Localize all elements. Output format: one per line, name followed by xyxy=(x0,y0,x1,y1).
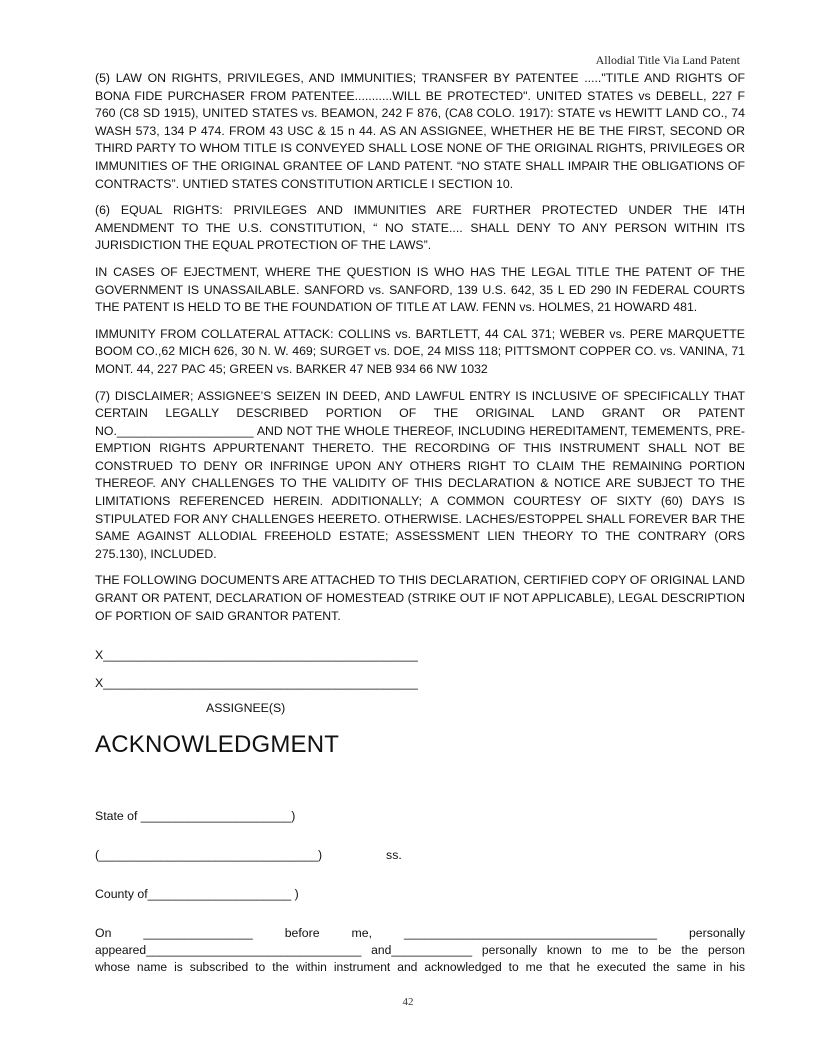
paragraph-5-rights-privileges: (5) LAW ON RIGHTS, PRIVILEGES, AND IMMUNITIES; TRANSFER BY PATENTEE ....."TITLE AND RIGHTS OF BONA FIDE PURCHASER FROM PATENTEE...........WILL BE PROTECTED". UNITED STATES vs DEBELL, 227 F 760 (C8 SD 1915), UNITED STATES vs. BEAMON, 242 F 876, (CA8 COLO. 1917): STATE vs HEWITT LAND CO., 74 WASH 573, 134 P 474. FROM 43 USC & 15 n 44. AS AN ASSIGNEE, WHETHER HE BE THE FIRST, SECOND OR THIRD PARTY TO WHOM TITLE IS CONVEYED SHALL LOSE NONE OF THE ORIGINAL RIGHTS, PRIVILEGES OR IMMUNITIES OF THE ORIGINAL GRANTEE OF LAND PATENT. “NO STATE SHALL IMPAIR THE OBLIGATIONS OF CONTRACTS”. UNTIED STATES CONSTITUTION ARTICLE I SECTION 10. xyxy=(95,71,745,191)
on-date-before-me-line[interactable]: On ________________ before me, _____________________________________ personally xyxy=(95,926,745,940)
running-header: Allodial Title Via Land Patent xyxy=(595,53,740,67)
whose-name-line: whose name is subscribed to the within instrument and acknowledged to me that he executed the same in his xyxy=(95,960,745,974)
assignee-label: ASSIGNEE(S) xyxy=(206,701,286,716)
paragraph-6-equal-rights: (6) EQUAL RIGHTS: PRIVILEGES AND IMMUNITIES ARE FURTHER PROTECTED UNDER THE I4TH AMENDMENT TO THE U.S. CONSTITUTION, “ NO STATE.... SHALL DENY TO ANY PERSON WITHIN ITS JURISDICTION THE EQUAL PROTECTION OF THE LAWS”. xyxy=(95,203,745,253)
paragraph-collateral-attack: IMMUNITY FROM COLLATERAL ATTACK: COLLINS vs. BARTLETT, 44 CAL 371; WEBER vs. PERE MARQUETTE BOOM CO.,62 MICH 626, 30 N. W. 469; SURGET vs. DOE, 24 MISS 118; PITTSMONT COPPER CO. vs. VANINA, 71 MONT. 44, 227 PAC 45; GREEN vs. BARKER 47 NEB 934 66 NW 1032 xyxy=(95,326,745,376)
county-of-field[interactable]: County of_____________________ ) xyxy=(95,887,299,901)
jurisdiction-field[interactable]: (________________________________) xyxy=(95,848,323,862)
jurisdiction-row xyxy=(95,847,745,864)
signature-line-2[interactable]: X______________________________________________ xyxy=(95,675,418,690)
acknowledgment-title: ACKNOWLEDGMENT xyxy=(95,731,340,758)
ss-label: ss. xyxy=(386,848,402,862)
page-number: 42 xyxy=(402,996,414,1008)
appeared-line[interactable]: appeared________________________________ and____________ personally known to me to be the person xyxy=(95,943,745,957)
paragraph-7-disclaimer: (7) DISCLAIMER; ASSIGNEE’S SEIZEN IN DEED, AND LAWFUL ENTRY IS INCLUSIVE OF SPECIFICALLY THAT CERTAIN LEGALLY DESCRIBED PORTION OF THE ORIGINAL LAND GRANT OR PATENT NO.____________________ AND NOT THE WHOLE THEREOF, INCLUDING HEREDITAMENT, TEMEMENTS, PRE-EMPTION RIGHTS APPURTENANT THERETO. THE RECORDING OF THIS INSTRUMENT SHALL NOT BE CONSTRUED TO DENY OR INFRINGE UPON ANY OTHERS RIGHT TO CLAIM THE REMAINING PORTION THEREOF. ANY CHALLENGES TO THE VALIDITY OF THIS DECLARATION & NOTICE ARE SUBJECT TO THE LIMITATIONS REFERENCED HEREIN. ADDITIONALLY; A COMMON COURTESY OF SIXTY (60) DAYS IS STIPULATED FOR ANY CHALLENGES HEERETO. OTHERWISE. LACHES/ESTOPPEL SHALL FOREVER BAR THE SAME AGAINST ALLODIAL FREEHOLD ESTATE; ASSESSMENT LIEN THEORY TO THE CONTRARY (ORS 275.130), INCLUDED. xyxy=(95,388,745,561)
document-body xyxy=(95,70,745,976)
paragraph-attached-documents: THE FOLLOWING DOCUMENTS ARE ATTACHED TO THIS DECLARATION, CERTIFIED COPY OF ORIGINAL LAND GRANT OR PATENT, DECLARATION OF HOMESTEAD (STRIKE OUT IF NOT APPLICABLE), LEGAL DESCRIPTION OF PORTION OF SAID GRANTOR PATENT. xyxy=(95,573,745,623)
signature-line-1[interactable]: X______________________________________________ xyxy=(95,648,418,663)
state-of-field[interactable]: State of ______________________) xyxy=(95,809,296,823)
paragraph-ejectment: IN CASES OF EJECTMENT, WHERE THE QUESTION IS WHO HAS THE LEGAL TITLE THE PATENT OF THE GOVERNMENT IS UNASSAILABLE. SANFORD vs. SANFORD, 139 U.S. 642, 35 L ED 290 IN FEDERAL COURTS THE PATENT IS HELD TO BE THE FOUNDATION OF TITLE AT LAW. FENN vs. HOLMES, 21 HOWARD 481. xyxy=(95,264,745,315)
